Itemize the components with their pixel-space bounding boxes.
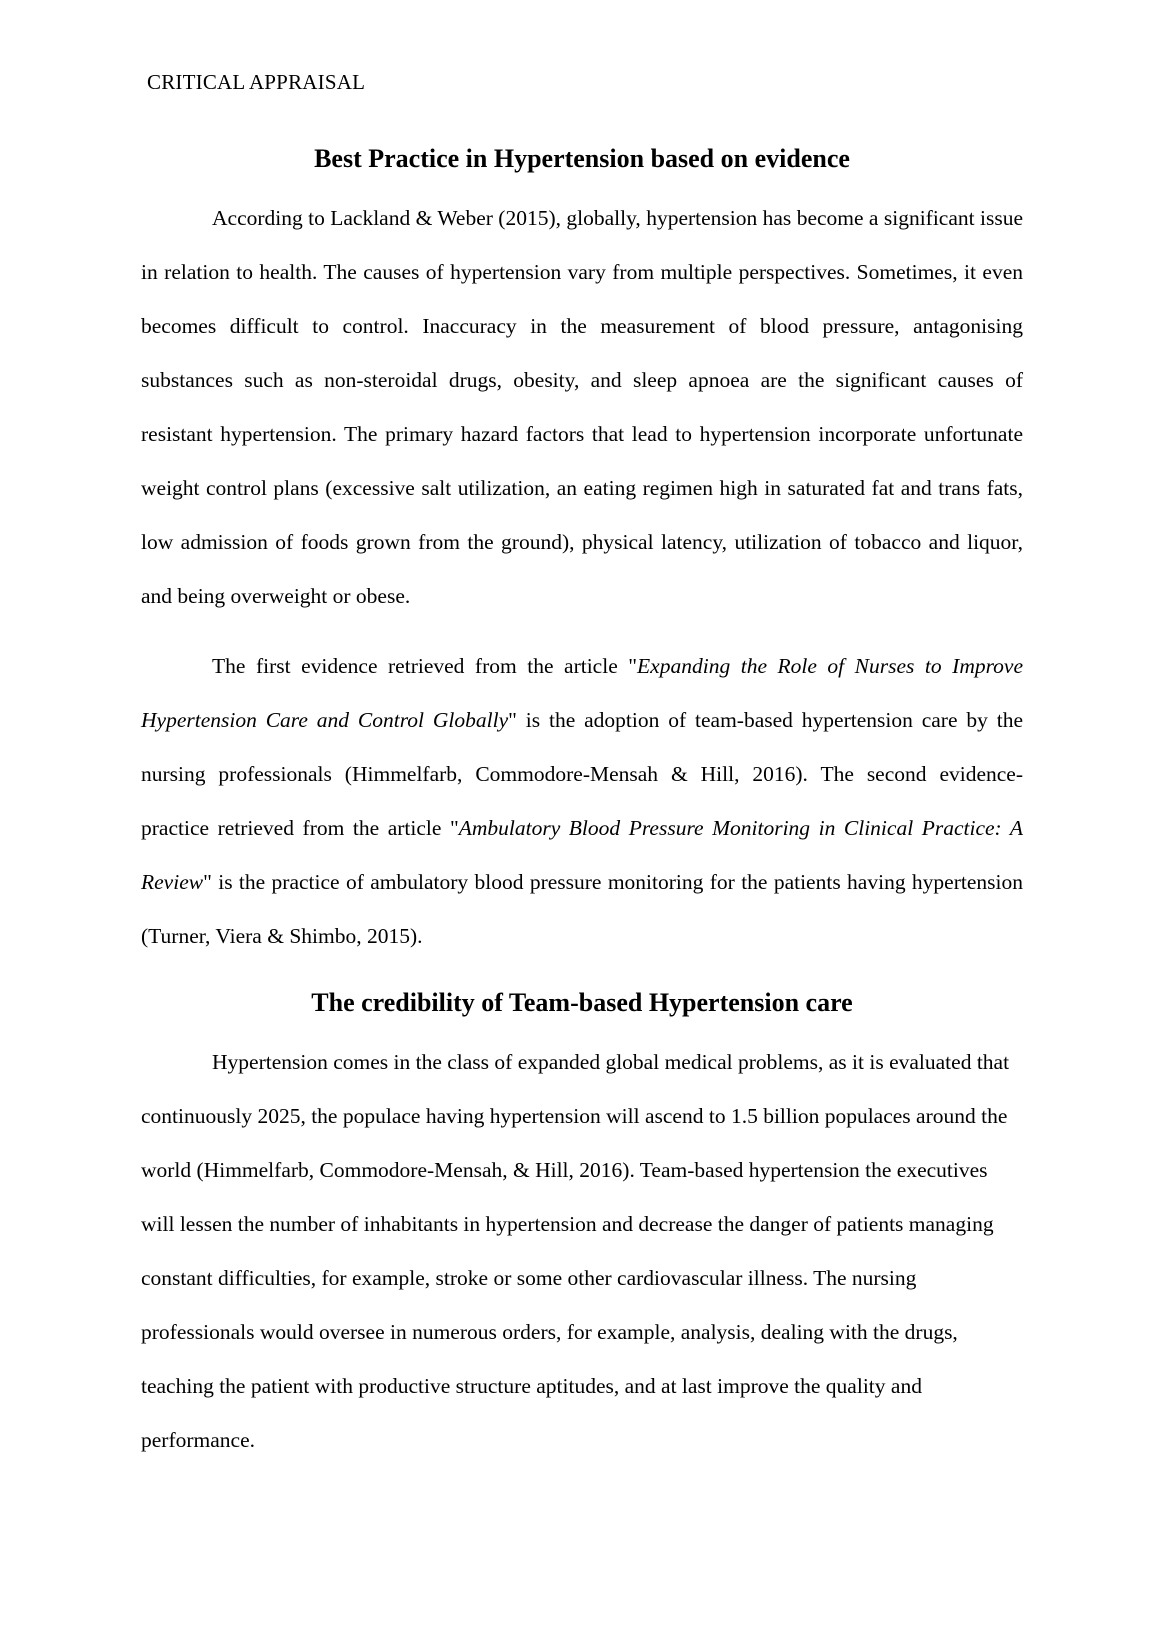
running-head: CRITICAL APPRAISAL (147, 70, 366, 94)
article-title-ambulatory-bp: Ambulatory Blood Pressure Monitoring in Clinical Practice: A Review (141, 816, 1023, 894)
section-heading-credibility: The credibility of Team-based Hypertension care (311, 988, 853, 1017)
paragraph-evidence-articles (141, 639, 1023, 963)
document-body (141, 139, 1023, 1467)
paragraph-text: The first evidence retrieved from the article " (212, 654, 638, 678)
paragraph-text: " is the practice of ambulatory blood pressure monitoring for the patients having hypertension (Turner, Viera & Shimbo, 2015). (141, 870, 1023, 948)
article-title-expanding-role: Expanding the Role of Nurses to Improve Hypertension Care and Control Globally (141, 654, 1024, 732)
section-heading-best-practice: Best Practice in Hypertension based on evidence (314, 144, 850, 173)
paragraph-text: " is the adoption of team-based hypertension care by the nursing professionals (Himmelfarb, Commodore-Mensah & Hill, 2016). The second evidence-practice retrieved from the article " (141, 708, 1023, 840)
paragraph-hypertension-causes: According to Lackland & Weber (2015), globally, hypertension has become a significant issue in relation to health. The causes of hypertension vary from multiple perspectives. Sometimes, it even becomes difficult to control. Inaccuracy in the measurement of blood pressure, antagonising substances such as non-steroidal drugs, obesity, and sleep apnoea are the significant causes of resistant hypertension. The primary hazard factors that lead to hypertension incorporate unfortunate weight control plans (excessive salt utilization, an eating regimen high in saturated fat and trans fats, low admission of foods grown from the ground), physical latency, utilization of tobacco and liquor, and being overweight or obese. (141, 206, 1023, 608)
paragraph-team-based-care: Hypertension comes in the class of expanded global medical problems, as it is evaluated that continuously 2025, the populace having hypertension will ascend to 1.5 billion populaces around the world (Himmelfarb, Commodore-Mensah, & Hill, 2016). Team-based hypertension the executives will lessen the number of inhabitants in hypertension and decrease the danger of patients managing constant difficulties, for example, stroke or some other cardiovascular illness. The nursing professionals would oversee in numerous orders, for example, analysis, dealing with the drugs, teaching the patient with productive structure aptitudes, and at last improve the quality and performance. (141, 1050, 1010, 1452)
